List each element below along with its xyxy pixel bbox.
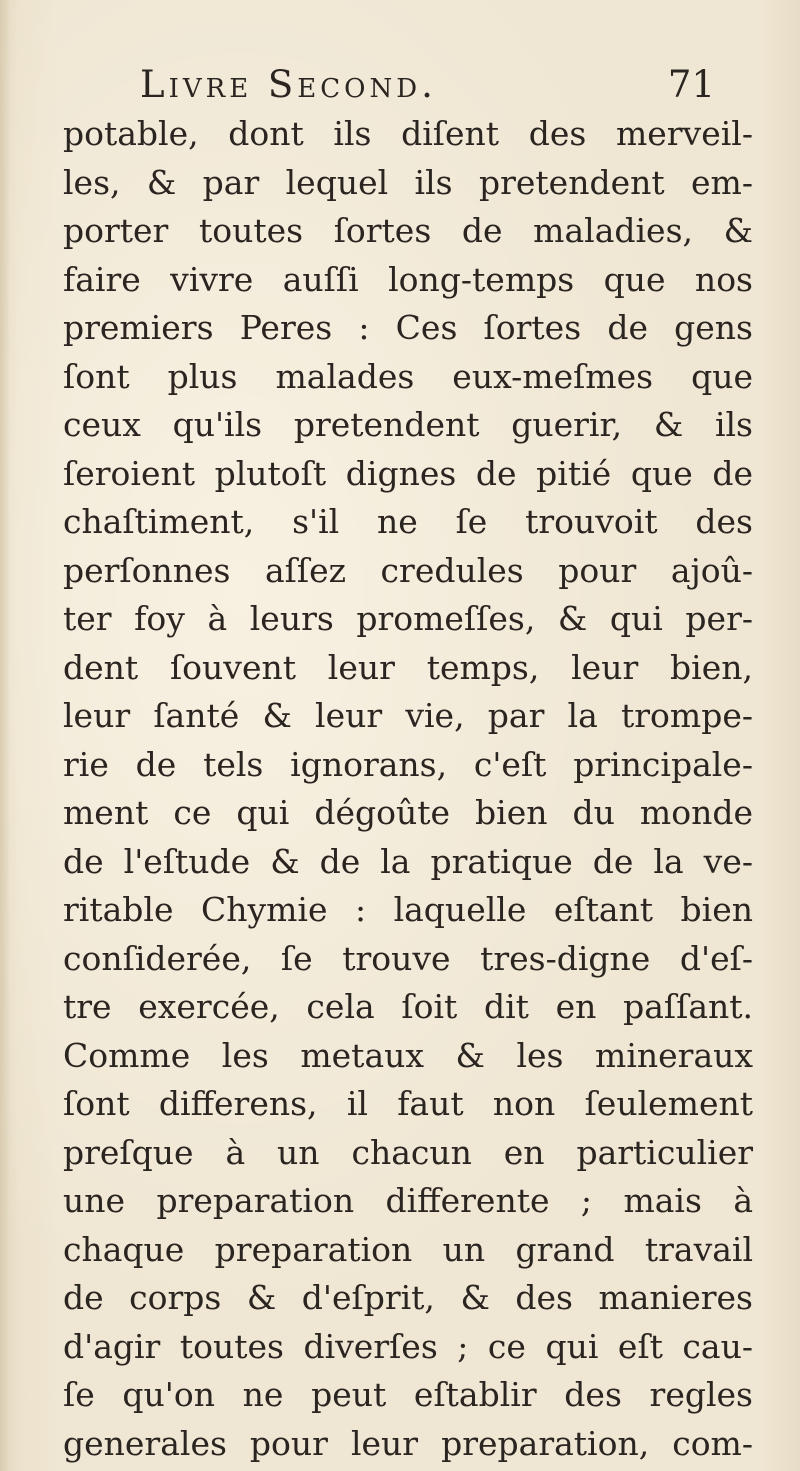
text-line: premiers Peres : Ces ſortes de gens — [63, 308, 753, 347]
text-line: ritable Chymie : laquelle eſtant bien — [63, 890, 753, 929]
text-line: conſiderée, ſe trouve tres-digne d'eſ- — [63, 938, 753, 978]
text-line: chaſtiment, s'il ne ſe trouvoit des — [63, 502, 753, 541]
text-line: chaque preparation un grand travail — [63, 1229, 753, 1269]
text-line: faire vivre auſſi long-temps que nos — [63, 259, 753, 299]
page-number: 71 — [667, 63, 715, 106]
text-line: ment ce qui dégoûte bien du monde — [63, 793, 753, 832]
text-line: une preparation differente ; mais à — [63, 1181, 753, 1220]
running-head-title: Livre Second. — [140, 63, 437, 106]
text-line: de l'eſtude & de la pratique de la ve- — [63, 841, 753, 881]
text-line: dent ſouvent leur temps, leur bien, — [63, 647, 753, 687]
text-line: potable, dont ils diſent des merveil- — [63, 114, 753, 153]
text-line: rie de tels ignorans, c'eſt principale- — [63, 744, 753, 784]
text-line: ceux qu'ils pretendent guerir, & ils — [63, 405, 753, 444]
text-line: ter foy à leurs promeſſes, & qui per- — [63, 599, 753, 638]
text-line: generales pour leur preparation, com- — [63, 1423, 753, 1463]
running-head — [140, 60, 715, 110]
text-line: ſont differens, il faut non ſeulement — [63, 1084, 753, 1123]
text-line: preſque à un chacun en particulier — [63, 1132, 753, 1172]
body-text — [63, 110, 753, 1468]
text-line: perſonnes aſſez credules pour ajoû- — [63, 550, 753, 590]
text-line: de corps & d'eſprit, & des manieres — [63, 1278, 753, 1317]
text-line: porter toutes ſortes de maladies, & — [63, 211, 753, 250]
text-line: d'agir toutes diverſes ; ce qui eſt cau- — [63, 1326, 753, 1366]
text-line: ſont plus malades eux-meſmes que — [63, 356, 753, 396]
text-line: tre exercée, cela ſoit dit en paſſant. — [63, 987, 753, 1026]
text-line: Comme les metaux & les mineraux — [63, 1035, 753, 1075]
text-line: ſeroient plutoſt dignes de pitié que de — [63, 453, 753, 493]
text-line: ſe qu'on ne peut eſtablir des regles — [63, 1375, 753, 1414]
text-line: leur ſanté & leur vie, par la trompe- — [63, 696, 753, 735]
page-gutter-edge — [0, 0, 10, 1471]
text-line: les, & par lequel ils pretendent em- — [63, 162, 753, 202]
